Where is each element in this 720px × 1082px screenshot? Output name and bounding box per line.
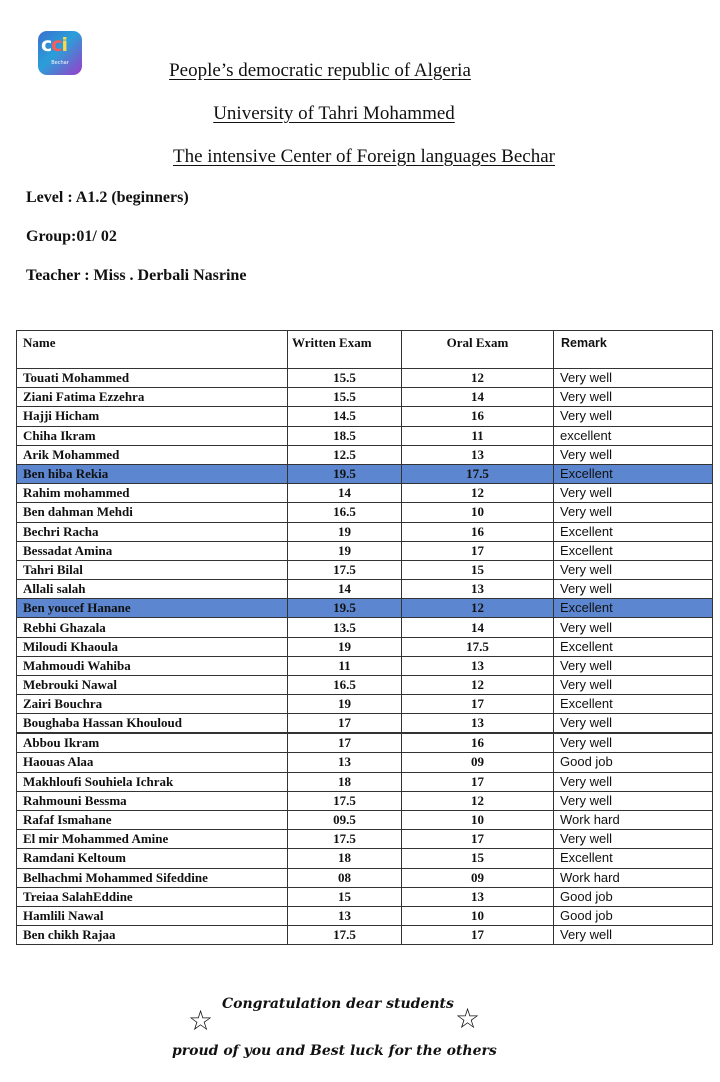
oral-exam-cell: 13 [402, 656, 554, 675]
student-name-cell: Ben dahman Mehdi [17, 503, 288, 522]
oral-exam-cell: 13 [402, 714, 554, 734]
table-row [17, 388, 713, 407]
oral-exam-cell: 17.5 [402, 637, 554, 656]
table-row [17, 407, 713, 426]
remark-cell: Work hard [554, 868, 713, 887]
student-name-cell: Ben chikh Rajaa [17, 926, 288, 945]
header-written-exam: Written Exam [288, 331, 402, 369]
logo-mark: cci [41, 34, 68, 56]
oral-exam-cell: 11 [402, 426, 554, 445]
written-exam-cell: 17.5 [288, 560, 402, 579]
table-row [17, 733, 713, 753]
student-name-cell: Haouas Alaa [17, 753, 288, 772]
remark-cell: Very well [554, 676, 713, 695]
student-name-cell: Zairi Bouchra [17, 695, 288, 714]
oral-exam-cell: 13 [402, 445, 554, 464]
table-row [17, 369, 713, 388]
oral-exam-cell: 15 [402, 560, 554, 579]
table-row [17, 484, 713, 503]
table-row [17, 887, 713, 906]
remark-cell: excellent [554, 426, 713, 445]
oral-exam-cell: 12 [402, 599, 554, 618]
header-country: People’s democratic republic of Algeria [169, 60, 471, 81]
table-row [17, 695, 713, 714]
star-icon: ☆ [455, 1002, 481, 1035]
remark-cell: Very well [554, 656, 713, 675]
written-exam-cell: 15.5 [288, 369, 402, 388]
oral-exam-cell: 13 [402, 580, 554, 599]
remark-cell: Very well [554, 772, 713, 791]
oral-exam-cell: 17.5 [402, 464, 554, 483]
student-name-cell: Tahri Bilal [17, 560, 288, 579]
remark-cell: Good job [554, 753, 713, 772]
student-name-cell: Ziani Fatima Ezzehra [17, 388, 288, 407]
remark-cell: Excellent [554, 695, 713, 714]
oral-exam-cell: 17 [402, 695, 554, 714]
oral-exam-cell: 13 [402, 887, 554, 906]
remark-cell: Very well [554, 830, 713, 849]
student-name-cell: Allali salah [17, 580, 288, 599]
student-name-cell: Belhachmi Mohammed Sifeddine [17, 868, 288, 887]
table-row [17, 464, 713, 483]
written-exam-cell: 19.5 [288, 464, 402, 483]
star-icon: ☆ [188, 1004, 214, 1037]
remark-cell: Good job [554, 906, 713, 925]
remark-cell: Very well [554, 791, 713, 810]
student-name-cell: Ben hiba Rekia [17, 464, 288, 483]
written-exam-cell: 14.5 [288, 407, 402, 426]
oral-exam-cell: 12 [402, 676, 554, 695]
written-exam-cell: 18 [288, 772, 402, 791]
table-row [17, 656, 713, 675]
written-exam-cell: 15.5 [288, 388, 402, 407]
written-exam-cell: 09.5 [288, 810, 402, 829]
table-row [17, 791, 713, 810]
remark-cell: Excellent [554, 522, 713, 541]
remark-cell: Very well [554, 484, 713, 503]
table-row [17, 522, 713, 541]
oral-exam-cell: 17 [402, 772, 554, 791]
remark-cell: Excellent [554, 637, 713, 656]
oral-exam-cell: 17 [402, 926, 554, 945]
student-name-cell: Bechri Racha [17, 522, 288, 541]
written-exam-cell: 18.5 [288, 426, 402, 445]
table-row [17, 618, 713, 637]
header-center: The intensive Center of Foreign languages Bechar [173, 146, 555, 167]
oral-exam-cell: 14 [402, 618, 554, 637]
written-exam-cell: 19 [288, 541, 402, 560]
oral-exam-cell: 12 [402, 369, 554, 388]
remark-cell: Very well [554, 580, 713, 599]
student-name-cell: Hajji Hicham [17, 407, 288, 426]
table-row [17, 849, 713, 868]
remark-cell: Excellent [554, 849, 713, 868]
grades-table [16, 330, 713, 945]
written-exam-cell: 17 [288, 733, 402, 753]
table-row [17, 580, 713, 599]
student-name-cell: Hamlili Nawal [17, 906, 288, 925]
oral-exam-cell: 10 [402, 810, 554, 829]
written-exam-cell: 14 [288, 484, 402, 503]
remark-cell: Excellent [554, 464, 713, 483]
remark-cell: Very well [554, 618, 713, 637]
oral-exam-cell: 10 [402, 906, 554, 925]
written-exam-cell: 13.5 [288, 618, 402, 637]
table-row [17, 560, 713, 579]
grades-table-body [17, 369, 713, 945]
student-name-cell: Rahim mohammed [17, 484, 288, 503]
student-name-cell: Ben youcef Hanane [17, 599, 288, 618]
student-name-cell: Rafaf Ismahane [17, 810, 288, 829]
written-exam-cell: 19 [288, 637, 402, 656]
oral-exam-cell: 16 [402, 733, 554, 753]
student-name-cell: Chiha Ikram [17, 426, 288, 445]
oral-exam-cell: 17 [402, 830, 554, 849]
written-exam-cell: 13 [288, 753, 402, 772]
remark-cell: Very well [554, 445, 713, 464]
oral-exam-cell: 10 [402, 503, 554, 522]
written-exam-cell: 17 [288, 714, 402, 734]
oral-exam-cell: 17 [402, 541, 554, 560]
header-name: Name [17, 331, 288, 369]
written-exam-cell: 15 [288, 887, 402, 906]
written-exam-cell: 13 [288, 906, 402, 925]
remark-cell: Very well [554, 560, 713, 579]
table-row [17, 926, 713, 945]
student-name-cell: Mebrouki Nawal [17, 676, 288, 695]
table-row [17, 868, 713, 887]
oral-exam-cell: 16 [402, 407, 554, 426]
remark-cell: Very well [554, 407, 713, 426]
logo-subtitle: Bechar [51, 60, 69, 66]
remark-cell: Very well [554, 733, 713, 753]
written-exam-cell: 19 [288, 522, 402, 541]
oral-exam-cell: 15 [402, 849, 554, 868]
level-label: Level : A1.2 (beginners) [26, 189, 189, 206]
table-row [17, 503, 713, 522]
remark-cell: Very well [554, 369, 713, 388]
written-exam-cell: 19 [288, 695, 402, 714]
written-exam-cell: 17.5 [288, 791, 402, 810]
written-exam-cell: 08 [288, 868, 402, 887]
table-row [17, 445, 713, 464]
table-row [17, 830, 713, 849]
oral-exam-cell: 12 [402, 484, 554, 503]
remark-cell: Very well [554, 388, 713, 407]
teacher-label: Teacher : Miss . Derbali Nasrine [26, 267, 247, 284]
header-remark: Remark [554, 331, 713, 369]
oral-exam-cell: 09 [402, 753, 554, 772]
table-row [17, 906, 713, 925]
remark-cell: Very well [554, 714, 713, 734]
student-name-cell: Treiaa SalahEddine [17, 887, 288, 906]
oral-exam-cell: 09 [402, 868, 554, 887]
oral-exam-cell: 16 [402, 522, 554, 541]
table-header-row [17, 331, 713, 369]
table-row [17, 810, 713, 829]
remark-cell: Very well [554, 926, 713, 945]
table-row [17, 426, 713, 445]
remark-cell: Excellent [554, 599, 713, 618]
written-exam-cell: 16.5 [288, 503, 402, 522]
encouragement-message: proud of you and Best luck for the others [172, 1043, 497, 1059]
written-exam-cell: 17.5 [288, 830, 402, 849]
student-name-cell: Arik Mohammed [17, 445, 288, 464]
written-exam-cell: 11 [288, 656, 402, 675]
table-row [17, 753, 713, 772]
oral-exam-cell: 12 [402, 791, 554, 810]
student-name-cell: Abbou Ikram [17, 733, 288, 753]
written-exam-cell: 17.5 [288, 926, 402, 945]
table-row [17, 637, 713, 656]
student-name-cell: Rebhi Ghazala [17, 618, 288, 637]
written-exam-cell: 12.5 [288, 445, 402, 464]
oral-exam-cell: 14 [402, 388, 554, 407]
written-exam-cell: 18 [288, 849, 402, 868]
written-exam-cell: 16.5 [288, 676, 402, 695]
remark-cell: Excellent [554, 541, 713, 560]
table-row [17, 714, 713, 734]
header-university: University of Tahri Mohammed [213, 103, 455, 124]
table-row [17, 772, 713, 791]
remark-cell: Work hard [554, 810, 713, 829]
student-name-cell: Makhloufi Souhiela Ichrak [17, 772, 288, 791]
header-oral-exam: Oral Exam [402, 331, 554, 369]
written-exam-cell: 14 [288, 580, 402, 599]
remark-cell: Very well [554, 503, 713, 522]
student-name-cell: Rahmouni Bessma [17, 791, 288, 810]
student-name-cell: Miloudi Khaoula [17, 637, 288, 656]
student-name-cell: Ramdani Keltoum [17, 849, 288, 868]
group-label: Group:01/ 02 [26, 228, 117, 245]
student-name-cell: Touati Mohammed [17, 369, 288, 388]
student-name-cell: Boughaba Hassan Khouloud [17, 714, 288, 734]
congratulation-message: Congratulation dear students [222, 996, 454, 1012]
remark-cell: Good job [554, 887, 713, 906]
table-row [17, 599, 713, 618]
written-exam-cell: 19.5 [288, 599, 402, 618]
table-row [17, 676, 713, 695]
student-name-cell: El mir Mohammed Amine [17, 830, 288, 849]
table-row [17, 541, 713, 560]
student-name-cell: Mahmoudi Wahiba [17, 656, 288, 675]
student-name-cell: Bessadat Amina [17, 541, 288, 560]
